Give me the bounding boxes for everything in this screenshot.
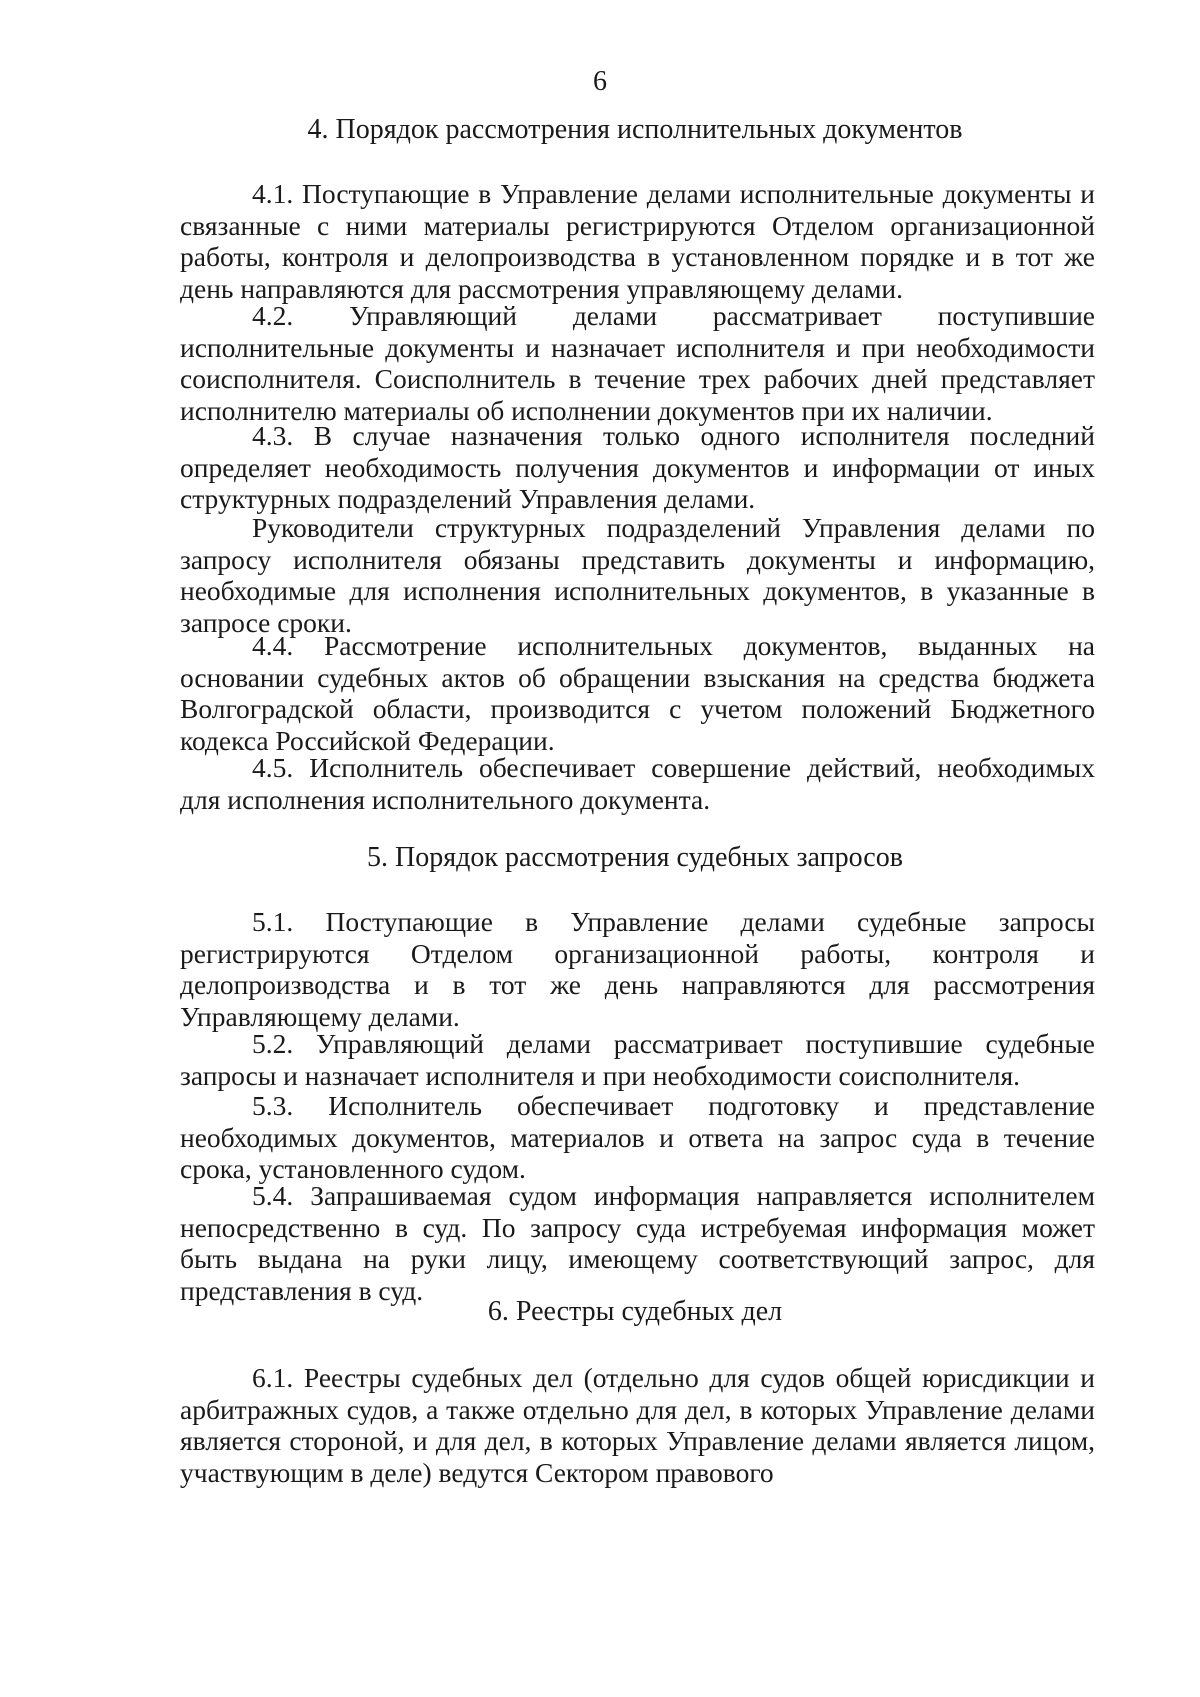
paragraph-4-5: 4.5. Исполнитель обеспечивает совершение действий, необходимых для исполнения исполнительного документа. [180, 752, 1095, 815]
page-number: 6 [593, 66, 607, 97]
paragraph-5-4: 5.4. Запрашиваемая судом информация направляется исполнителем непосредственно в суд. По запросу суда истребуемая информация может быть выдана на руки лицу, имеющему соответствующий запрос, для представления в суд. [180, 1180, 1095, 1306]
paragraph-5-1: 5.1. Поступающие в Управление делами судебные запросы регистрируются Отделом организационной работы, контроля и делопроизводства и в тот же день направляются для рассмотрения Управляющему делами. [180, 906, 1095, 1032]
paragraph-4-3: 4.3. В случае назначения только одного исполнителя последний определяет необходимость получения документов и информации от иных структурных подразделений Управления делами. [180, 420, 1095, 514]
section-6-heading: 6. Реестры судебных дел [487, 1296, 783, 1327]
paragraph-4-3-continued: Руководители структурных подразделений Управления делами по запросу исполнителя обязаны представить документы и информацию, необходимые для исполнения исполнительных документов, в указанные в запросе сроки. [180, 512, 1095, 638]
section-4-heading: 4. Порядок рассмотрения исполнительных документов [307, 114, 963, 145]
paragraph-5-2: 5.2. Управляющий делами рассматривает поступившие судебные запросы и назначает исполнителя и при необходимости соисполнителя. [180, 1028, 1095, 1091]
paragraph-5-3: 5.3. Исполнитель обеспечивает подготовку и представление необходимых документов, материалов и ответа на запрос суда в течение срока, установленного судом. [180, 1090, 1095, 1184]
section-5-heading: 5. Порядок рассмотрения судебных запросов [367, 842, 903, 873]
paragraph-4-4: 4.4. Рассмотрение исполнительных документов, выданных на основании судебных актов об обращении взыскания на средства бюджета Волгоградской области, производится с учетом положений Бюджетного кодекса Российской Федерации. [180, 630, 1095, 756]
paragraph-4-1: 4.1. Поступающие в Управление делами исполнительные документы и связанные с ними материалы регистрируются Отделом организационной работы, контроля и делопроизводства в установленном порядке и в тот же день направляются для рассмотрения управляющему делами. [180, 178, 1095, 304]
paragraph-6-1: 6.1. Реестры судебных дел (отдельно для судов общей юрисдикции и арбитражных судов, а также отдельно для дел, в которых Управление делами является стороной, и для дел, в которых Управление делами является лицом, участвующим в деле) ведутся Сектором правового [180, 1362, 1095, 1488]
paragraph-4-2: 4.2. Управляющий делами рассматривает поступившие исполнительные документы и назначает исполнителя и при необходимости соисполнителя. Соисполнитель в течение трех рабочих дней представляет исполнителю материалы об исполнении документов при их наличии. [180, 300, 1095, 426]
